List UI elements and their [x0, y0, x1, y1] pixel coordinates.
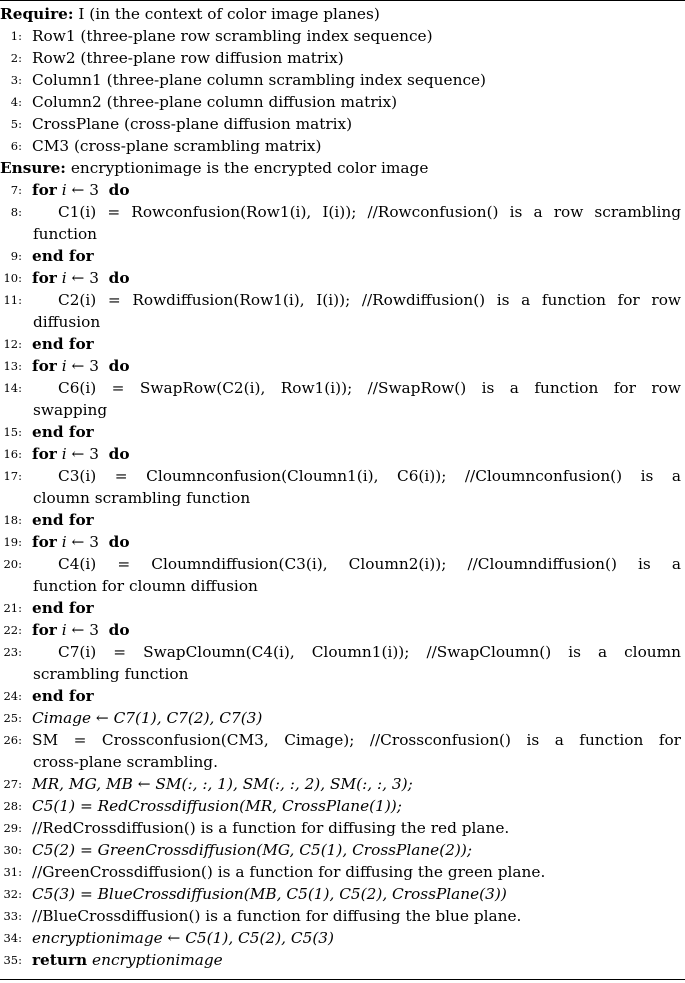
continuation-text: function [33, 225, 98, 243]
statement-line [0, 729, 685, 751]
line-number: 32: [3, 887, 22, 901]
assign-arrow: ← [71, 357, 85, 375]
statement-text: C2(i) = Rowdiffusion(Row1(i), I(i)); //Rowdiffusion() is a function for row [58, 291, 681, 309]
require-text: I (in the context of color image planes) [78, 5, 380, 23]
line-number: 12: [3, 337, 22, 351]
statement-line [0, 707, 685, 729]
end-for-line [0, 509, 685, 531]
for-line [0, 355, 685, 377]
line-number: 28: [3, 799, 22, 813]
line-number: 19: [3, 535, 22, 549]
statement-text: C5(3) = BlueCrossdiffusion(MB, C5(1), C5(2), CrossPlane(3)) [32, 885, 507, 903]
end-for-keyword: end for [32, 247, 94, 265]
comment-line [0, 817, 685, 839]
continuation-text: diffusion [33, 313, 101, 331]
require-keyword: Require: [0, 5, 74, 23]
line-text: CM3 (cross-plane scrambling matrix) [32, 137, 322, 155]
statement-line [0, 641, 685, 663]
statement-text: C3(i) = Cloumnconfusion(Cloumn1(i), C6(i)); //Cloumnconfusion() is a [58, 467, 681, 485]
statement-line [0, 289, 685, 311]
line-number: 35: [3, 953, 22, 967]
continuation-line [0, 663, 685, 685]
continuation-text: scrambling function [33, 665, 189, 683]
assign-arrow: ← [71, 269, 85, 287]
algorithm-line [0, 135, 685, 157]
loop-count: 3 [89, 533, 99, 551]
statement-line [0, 883, 685, 905]
line-number: 5: [10, 117, 22, 131]
loop-variable: i [61, 533, 67, 551]
statement-line [0, 377, 685, 399]
line-number: 31: [3, 865, 22, 879]
return-line [0, 949, 685, 971]
assign-arrow: ← [71, 181, 85, 199]
algorithm-line [0, 113, 685, 135]
loop-variable: i [61, 357, 67, 375]
do-keyword: do [108, 533, 130, 551]
comment-text: //GreenCrossdiffusion() is a function for diffusing the green plane. [32, 863, 546, 881]
require-line [0, 3, 685, 25]
continuation-line [0, 575, 685, 597]
line-number: 26: [3, 733, 22, 747]
for-keyword: for [32, 445, 57, 463]
line-number: 23: [3, 645, 22, 659]
do-keyword: do [108, 357, 130, 375]
statement-line [0, 795, 685, 817]
line-number: 27: [3, 777, 22, 791]
line-number: 15: [3, 425, 22, 439]
ensure-keyword: Ensure: [0, 159, 66, 177]
line-text: Row2 (three-plane row diffusion matrix) [32, 49, 344, 67]
do-keyword: do [108, 269, 130, 287]
line-number: 16: [3, 447, 22, 461]
do-keyword: do [108, 621, 130, 639]
line-number: 20: [3, 557, 22, 571]
line-number: 34: [3, 931, 22, 945]
statement-text: C7(i) = SwapCloumn(C4(i), Cloumn1(i)); //SwapCloumn() is a cloumn [58, 643, 681, 661]
line-text: CrossPlane (cross-plane diffusion matrix) [32, 115, 353, 133]
end-for-keyword: end for [32, 687, 94, 705]
line-text: Column1 (three-plane column scrambling index sequence) [32, 71, 487, 89]
line-number: 14: [3, 381, 22, 395]
comment-line [0, 905, 685, 927]
statement-text: C4(i) = Cloumndiffusion(C3(i), Cloumn2(i)); //Cloumndiffusion() is a [58, 555, 681, 573]
line-number: 10: [3, 271, 22, 285]
continuation-line [0, 223, 685, 245]
end-for-keyword: end for [32, 423, 94, 441]
assign-arrow: ← [71, 533, 85, 551]
end-for-keyword: end for [32, 511, 94, 529]
algorithm-line [0, 25, 685, 47]
loop-count: 3 [89, 445, 99, 463]
continuation-text: swapping [33, 401, 108, 419]
continuation-line [0, 487, 685, 509]
top-rule [0, 0, 685, 1]
end-for-line [0, 597, 685, 619]
line-number: 24: [3, 689, 22, 703]
line-number: 13: [3, 359, 22, 373]
for-line [0, 531, 685, 553]
loop-count: 3 [89, 621, 99, 639]
loop-variable: i [61, 269, 67, 287]
line-number: 1: [10, 29, 22, 43]
statement-line [0, 553, 685, 575]
continuation-line [0, 311, 685, 333]
for-line [0, 443, 685, 465]
statement-text: SM = Crossconfusion(CM3, Cimage); //Crossconfusion() is a function for [32, 731, 681, 749]
loop-count: 3 [89, 357, 99, 375]
for-keyword: for [32, 533, 57, 551]
line-number: 3: [10, 73, 22, 87]
comment-line [0, 861, 685, 883]
for-keyword: for [32, 621, 57, 639]
end-for-line [0, 245, 685, 267]
line-text: Column2 (three-plane column diffusion matrix) [32, 93, 398, 111]
statement-text: MR, MG, MB ← SM(:, :, 1), SM(:, :, 2), SM(:, :, 3); [32, 775, 413, 793]
continuation-text: cloumn scrambling function [33, 489, 251, 507]
continuation-text: cross-plane scrambling. [33, 753, 218, 771]
statement-line [0, 465, 685, 487]
assign-arrow: ← [71, 445, 85, 463]
statement-text: C5(1) = RedCrossdiffusion(MR, CrossPlane(1)); [32, 797, 402, 815]
for-line [0, 179, 685, 201]
end-for-keyword: end for [32, 335, 94, 353]
line-number: 17: [3, 469, 22, 483]
algorithm-line [0, 69, 685, 91]
statement-text: Cimage ← C7(1), C7(2), C7(3) [32, 709, 263, 727]
line-number: 2: [10, 51, 22, 65]
continuation-text: function for cloumn diffusion [33, 577, 258, 595]
loop-variable: i [61, 181, 67, 199]
continuation-line [0, 751, 685, 773]
loop-count: 3 [89, 269, 99, 287]
statement-text: encryptionimage ← C5(1), C5(2), C5(3) [32, 929, 334, 947]
ensure-line [0, 157, 685, 179]
for-keyword: for [32, 357, 57, 375]
end-for-line [0, 421, 685, 443]
loop-variable: i [61, 621, 67, 639]
statement-line [0, 773, 685, 795]
line-text: Row1 (three-plane row scrambling index sequence) [32, 27, 433, 45]
statement-text: C6(i) = SwapRow(C2(i), Row1(i)); //SwapRow() is a function for row [58, 379, 681, 397]
do-keyword: do [108, 445, 130, 463]
return-value: encryptionimage [92, 951, 223, 969]
assign-arrow: ← [71, 621, 85, 639]
statement-line [0, 839, 685, 861]
loop-variable: i [61, 445, 67, 463]
line-number: 11: [3, 293, 22, 307]
comment-text: //BlueCrossdiffusion() is a function for diffusing the blue plane. [32, 907, 522, 925]
return-keyword: return [32, 951, 88, 969]
loop-count: 3 [89, 181, 99, 199]
end-for-line [0, 685, 685, 707]
line-number: 4: [10, 95, 22, 109]
line-number: 7: [10, 183, 22, 197]
line-number: 22: [3, 623, 22, 637]
line-number: 30: [3, 843, 22, 857]
statement-line [0, 927, 685, 949]
statement-text: C1(i) = Rowconfusion(Row1(i), I(i)); //Rowconfusion() is a row scrambling [58, 203, 681, 221]
line-number: 6: [10, 139, 22, 153]
end-for-line [0, 333, 685, 355]
line-number: 21: [3, 601, 22, 615]
line-number: 29: [3, 821, 22, 835]
for-keyword: for [32, 269, 57, 287]
continuation-line [0, 399, 685, 421]
statement-line [0, 201, 685, 223]
line-number: 33: [3, 909, 22, 923]
for-keyword: for [32, 181, 57, 199]
line-number: 18: [3, 513, 22, 527]
end-for-keyword: end for [32, 599, 94, 617]
ensure-text: encryptionimage is the encrypted color image [70, 159, 429, 177]
for-line [0, 619, 685, 641]
line-number: 8: [10, 205, 22, 219]
line-number: 9: [10, 249, 22, 263]
bottom-rule [0, 979, 685, 980]
for-line [0, 267, 685, 289]
algorithm-line [0, 47, 685, 69]
line-number: 25: [3, 711, 22, 725]
comment-text: //RedCrossdiffusion() is a function for diffusing the red plane. [32, 819, 510, 837]
do-keyword: do [108, 181, 130, 199]
statement-text: C5(2) = GreenCrossdiffusion(MG, C5(1), CrossPlane(2)); [32, 841, 473, 859]
algorithm-line [0, 91, 685, 113]
